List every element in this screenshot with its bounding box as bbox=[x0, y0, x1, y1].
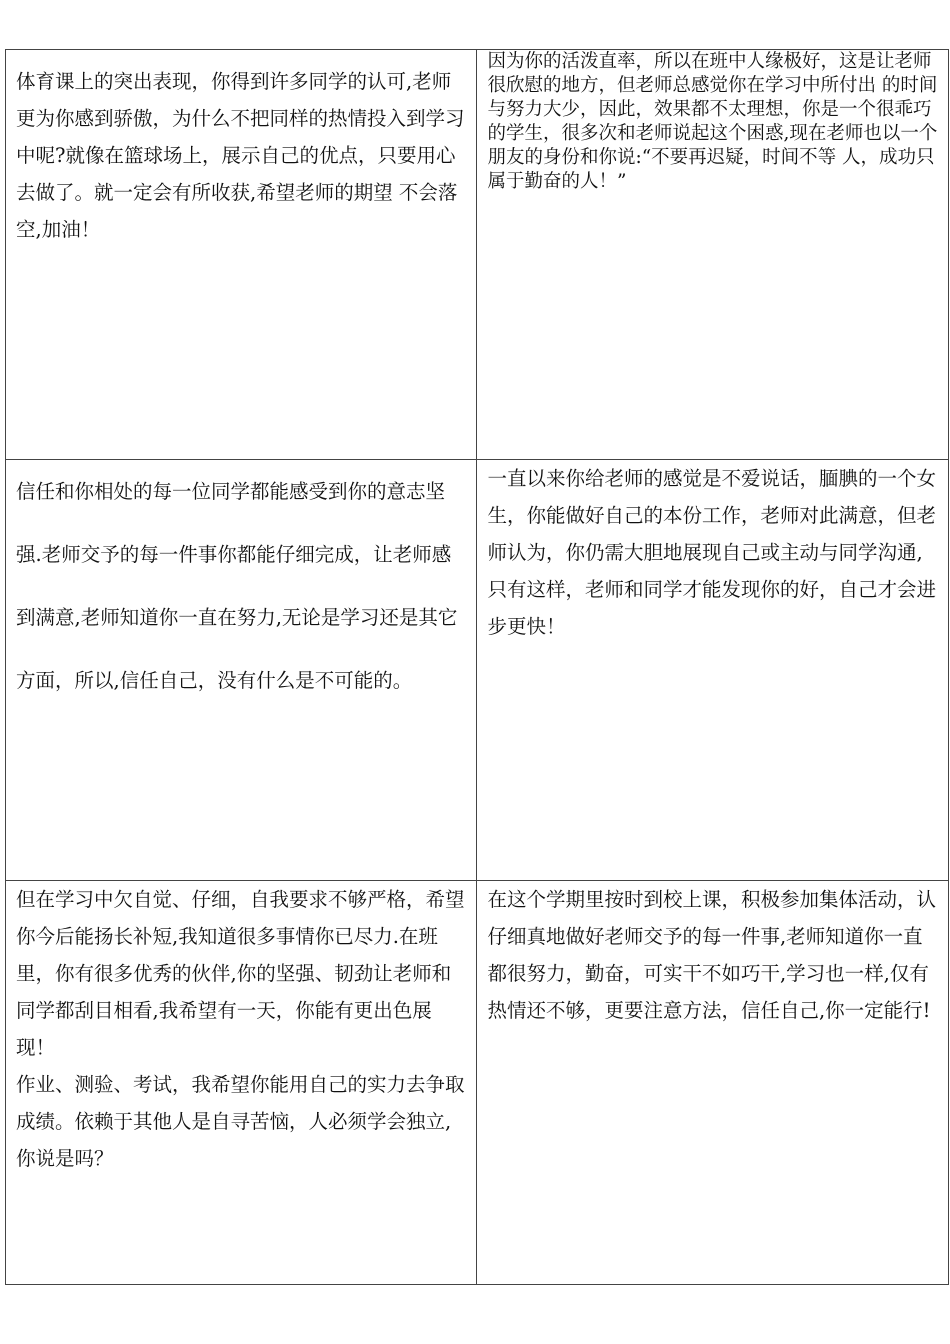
table-row bbox=[6, 460, 949, 881]
table-row bbox=[6, 50, 949, 460]
comments-table bbox=[5, 49, 949, 1285]
comment-text: 体育课上的突出表现，你得到许多同学的认可,老师更为你感到骄傲，为什么不把同样的热情投入到学习中呢?就像在篮球场上，展示自己的优点，只要用心去做了。就一定会有所收获,希望老师的期望 不会落空,加油！ bbox=[16, 70, 465, 241]
comment-text: 在这个学期里按时到校上课，积极参加集体活动，认仔细真地做好老师交予的每一件事,老师知道你一直都很努力，勤奋，可实干不如巧干,学习也一样,仅有热情还不够，更要注意方法，信任自己,你一定能行! bbox=[487, 888, 936, 1022]
table-row bbox=[6, 881, 949, 1285]
comment-text: 信任和你相处的每一位同学都能感受到你的意志坚强.老师交予的每一件事你都能仔细完成，让老师感到满意,老师知道你一直在努力,无论是学习还是其它方面，所以,信任自己，没有什么是不可能的。 bbox=[16, 480, 458, 692]
comment-text: 但在学习中欠自觉、仔细，自我要求不够严格，希望你今后能扬长补短,我知道很多事情你已尽力.在班里，你有很多优秀的伙伴,你的坚强、韧劲让老师和同学都刮目相看,我希望有一天，你能有更出色展现！ bbox=[16, 888, 465, 1059]
comment-cell-1 bbox=[6, 50, 477, 460]
comment-text: 一直以来你给老师的感觉是不爱说话，腼腆的一个女生，你能做好自己的本份工作，老师对此满意，但老师认为，你仍需大胆地展现自己或主动与同学沟通,只有这样，老师和同学才能发现你的好，自己才会进步更快！ bbox=[487, 467, 936, 638]
comment-cell-5 bbox=[6, 881, 477, 1285]
comment-text: 因为你的活泼直率，所以在班中人缘极好，这是让老师很欣慰的地方，但老师总感觉你在学习中所付出 的时间与努力大少，因此，效果都不太理想，你是一个很乖巧的学生，很多次和老师说起这个困惑,现在老师也以一个朋友的身份和你说:“不要再迟疑，时间不等 人，成功只属于勤奋的人！” bbox=[487, 51, 938, 192]
comment-cell-6 bbox=[477, 881, 949, 1285]
comment-text-2: 作业、测验、考试，我希望你能用自己的实力去争取成绩。依赖于其他人是自寻苦恼，人必须学会独立,你说是吗？ bbox=[16, 1073, 465, 1170]
comment-cell-3 bbox=[6, 460, 477, 881]
comment-cell-4 bbox=[477, 460, 949, 881]
comment-cell-2 bbox=[477, 50, 949, 460]
